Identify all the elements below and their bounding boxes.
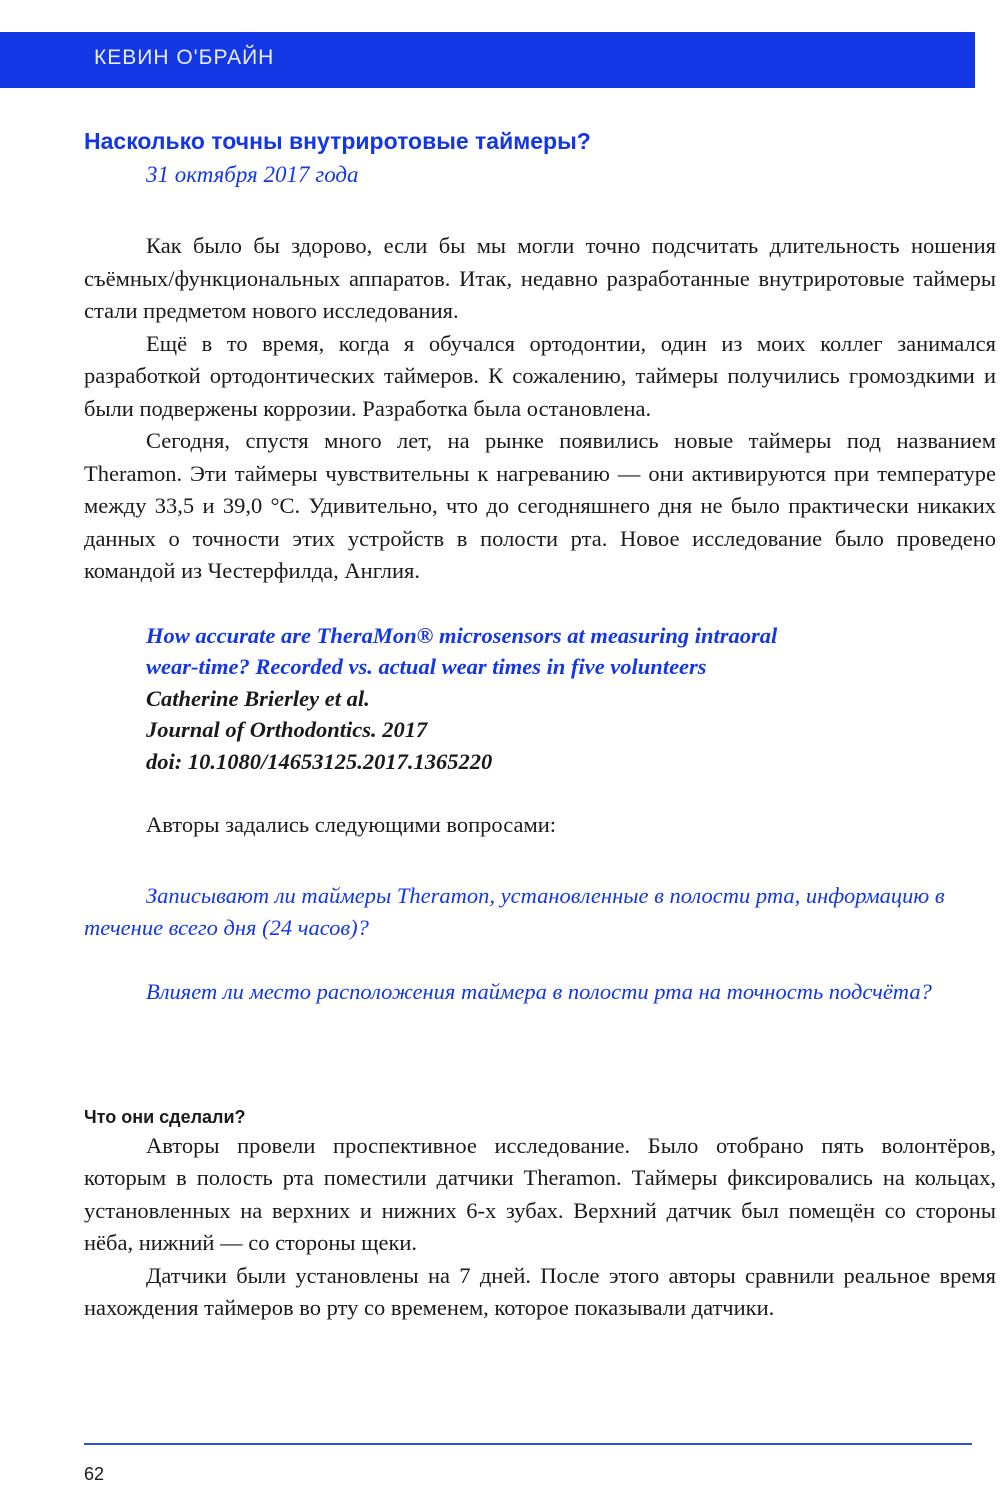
article-date: 31 октября 2017 года bbox=[146, 162, 359, 187]
research-question: Влияет ли место расположения таймера в полости рта на точность подсчёта? bbox=[146, 978, 932, 1004]
body-paragraph: Как было бы здорово, если бы мы могли точно подсчитать длительность ношения съёмных/функциональных аппаратов. Итак, недавно разработанные внутриротовые таймеры стали предметом нового исследования. bbox=[84, 233, 996, 323]
article bbox=[84, 124, 996, 1325]
section-heading: Что они сделали? bbox=[84, 1106, 246, 1127]
body-paragraph: Авторы провели проспективное исследование. Было отобрано пять волонтёров, которым в полость рта поместили датчики Theramon. Таймеры фиксировались на кольцах, установленных на верхних и нижних 6-х зубах. Верхний датчик был помещён со стороны нёба, нижний — со стороны щеки. bbox=[84, 1132, 996, 1255]
citation-title-line: wear-time? Recorded vs. actual wear times in five volunteers bbox=[146, 654, 707, 679]
body-paragraph: Датчики были установлены на 7 дней. После этого авторы сравнили реальное время нахождения таймеров во рту со временем, которое показывали датчики. bbox=[84, 1262, 996, 1320]
questions-lead: Авторы задались следующими вопросами: bbox=[146, 812, 557, 837]
citation-authors: Catherine Brierley et al. bbox=[146, 685, 370, 711]
running-header-author: КЕВИН О'БРАЙН bbox=[94, 46, 275, 69]
citation-doi: doi: 10.1080/14653125.2017.1365220 bbox=[146, 748, 493, 774]
research-question: Записывают ли таймеры Theramon, установленные в полости рта, информацию в течение всего дня (24 часов)? bbox=[84, 882, 945, 940]
footer-rule bbox=[84, 1443, 972, 1445]
page-number: 62 bbox=[84, 1464, 105, 1484]
body-paragraph: Сегодня, спустя много лет, на рынке появились новые таймеры под названием Theramon. Эти таймеры чувствительны к нагреванию — они активируются при температуре между 33,5 и 39,0 °C. Удивительно, что до сегодняшнего дня не было практически никаких данных о точности этих устройств в полости рта. Новое исследование было проведено командой из Честерфилда, Англия. bbox=[84, 428, 996, 583]
body-paragraph: Ещё в то время, когда я обучался ортодонтии, один из моих коллег занимался разработкой ортодонтических таймеров. К сожалению, таймеры получились громоздкими и были подвержены коррозии. Разработка была остановлена. bbox=[84, 330, 996, 421]
citation-block bbox=[146, 620, 996, 778]
citation-journal: Journal of Orthodontics. 2017 bbox=[146, 717, 428, 742]
citation-title-line: How accurate are TheraMon® microsensors at measuring intraoral bbox=[146, 622, 778, 648]
running-header bbox=[0, 32, 975, 88]
article-title: Насколько точны внутриротовые таймеры? bbox=[84, 128, 591, 154]
